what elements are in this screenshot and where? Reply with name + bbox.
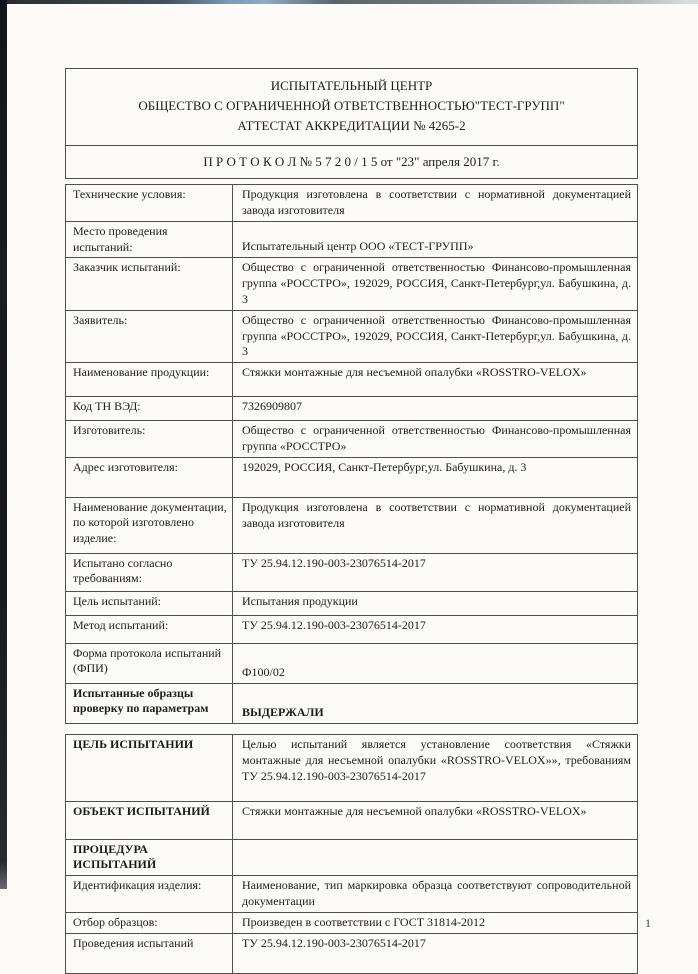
row-value: Ф100/02 xyxy=(242,665,285,680)
row-value xyxy=(233,840,637,875)
row-value: ТУ 25.94.12.190-003-23076514-2017 xyxy=(242,935,426,950)
table-row xyxy=(66,420,637,457)
row-value: Испытания продукции xyxy=(242,593,358,608)
row-label: Код ТН ВЭД: xyxy=(66,397,233,420)
row-label: Испытано согласно требованиям: xyxy=(66,554,233,591)
header-line-attestat: АТТЕСТАТ АККРЕДИТАЦИИ № 4265-2 xyxy=(237,118,466,134)
header-block xyxy=(65,68,638,179)
row-label: Адрес изготовителя: xyxy=(66,458,233,497)
row-label: Идентификация изделия: xyxy=(66,876,233,912)
table-row xyxy=(66,362,637,396)
row-value: Продукция изготовлена в соответствии с нормативной документацией завода изготовителя xyxy=(242,499,631,530)
row-label: Заказчик испытаний: xyxy=(66,258,233,309)
row-value: Стяжки монтажные для несъемной опалубки «ROSSTRO-VELOX» xyxy=(242,365,587,380)
table-row xyxy=(66,643,637,683)
table-row xyxy=(66,933,637,973)
table-row xyxy=(66,221,637,257)
table-row xyxy=(66,457,637,497)
table-row xyxy=(66,839,637,875)
row-label: Заявитель: xyxy=(66,311,233,362)
header-line-company: ОБЩЕСТВО С ОГРАНИЧЕННОЙ ОТВЕТСТВЕННОСТЬЮ"ТЕСТ-ГРУПП" xyxy=(138,98,565,114)
row-value: 7326909807 xyxy=(242,399,302,414)
row-value: Стяжки монтажные для несъемной опалубки «ROSSTRO-VELOX» xyxy=(242,803,587,818)
tests-table xyxy=(65,734,638,974)
protocol-number-line: П Р О Т О К О Л № 5 7 2 0 / 1 5 от "23" апреля 2017 г. xyxy=(66,145,637,178)
row-label: Наименование документации, по которой изготовлено изделие: xyxy=(66,498,233,553)
table-row xyxy=(66,553,637,591)
row-label: Испытанные образцы проверку по параметрам xyxy=(66,684,233,723)
row-value: Общество с ограниченной ответственностью Финансово-промышленная группа «РОССТРО», 192029, РОССИЯ, Санкт-Петербург,ул. Бабушкина, д. 3 xyxy=(242,312,631,359)
accreditation-header xyxy=(66,69,637,145)
row-label: Метод испытаний: xyxy=(66,616,233,643)
row-value: Испытательный центр ООО «ТЕСТ-ГРУПП» xyxy=(242,239,474,254)
table-row xyxy=(66,497,637,553)
row-value: ТУ 25.94.12.190-003-23076514-2017 xyxy=(242,555,426,570)
row-value: Продукция изготовлена в соответствии с нормативной документацией завода изготовителя xyxy=(242,187,631,218)
table-row xyxy=(66,875,637,912)
table-row xyxy=(66,310,637,362)
row-label: Место проведения испытаний: xyxy=(66,222,233,257)
row-label: Форма протокола испытаний (ФПИ) xyxy=(66,644,233,683)
table-row xyxy=(66,185,637,221)
page-number: 1 xyxy=(645,916,651,930)
row-label: ПРОЦЕДУРА ИСПЫТАНИЙ xyxy=(66,840,233,875)
row-label: Цель испытаний: xyxy=(66,592,233,615)
row-value: Общество с ограниченной ответственностью Финансово-промышленная группа «РОССТРО», 192029, РОССИЯ, Санкт-Петербург,ул. Бабушкина, д. 3 xyxy=(242,260,631,306)
row-label: Технические условия: xyxy=(66,185,233,221)
scan-edge-left xyxy=(0,0,7,889)
row-value: Произведен в соответствии с ГОСТ 31814-2012 xyxy=(242,914,486,929)
row-label: Проведения испытаний xyxy=(66,934,233,973)
row-value: 192029, РОССИЯ, Санкт-Петербург,ул. Бабушкина, д. 3 xyxy=(242,459,527,474)
table-row xyxy=(66,912,637,933)
table-row xyxy=(66,396,637,420)
details-table xyxy=(65,184,638,723)
table-row xyxy=(66,591,637,615)
row-label: ОБЪЕКТ ИСПЫТАНИЙ xyxy=(66,802,233,839)
table-row xyxy=(66,735,637,801)
table-row xyxy=(66,683,637,723)
scan-edge-top xyxy=(0,0,698,4)
row-label: Наименование продукции: xyxy=(66,363,233,396)
row-value: Общество с ограниченной ответственностью Финансово-промышленная группа «РОССТРО» xyxy=(242,423,631,454)
row-label: Изготовитель: xyxy=(66,421,233,457)
row-value: ВЫДЕРЖАЛИ xyxy=(242,705,324,720)
table-row xyxy=(66,257,637,309)
row-value: ТУ 25.94.12.190-003-23076514-2017 xyxy=(242,617,426,632)
table-row xyxy=(66,801,637,839)
protocol-document xyxy=(65,68,638,974)
row-value: Наименование, тип маркировка образца соответствуют сопроводительной документации xyxy=(242,878,631,908)
row-label: ЦЕЛЬ ИСПЫТАНИИ xyxy=(66,735,233,801)
header-line-center-name: ИСПЫТАТЕЛЬНЫЙ ЦЕНТР xyxy=(270,78,433,93)
row-value: Целью испытаний является установление соответствия «Стяжки монтажные для несъемной опалубки «ROSSTRO-VELOX»», требованиям ТУ 25.94.12.190-003-23076514-2017 xyxy=(242,736,631,783)
row-label: Отбор образцов: xyxy=(66,913,233,933)
table-row xyxy=(66,615,637,643)
